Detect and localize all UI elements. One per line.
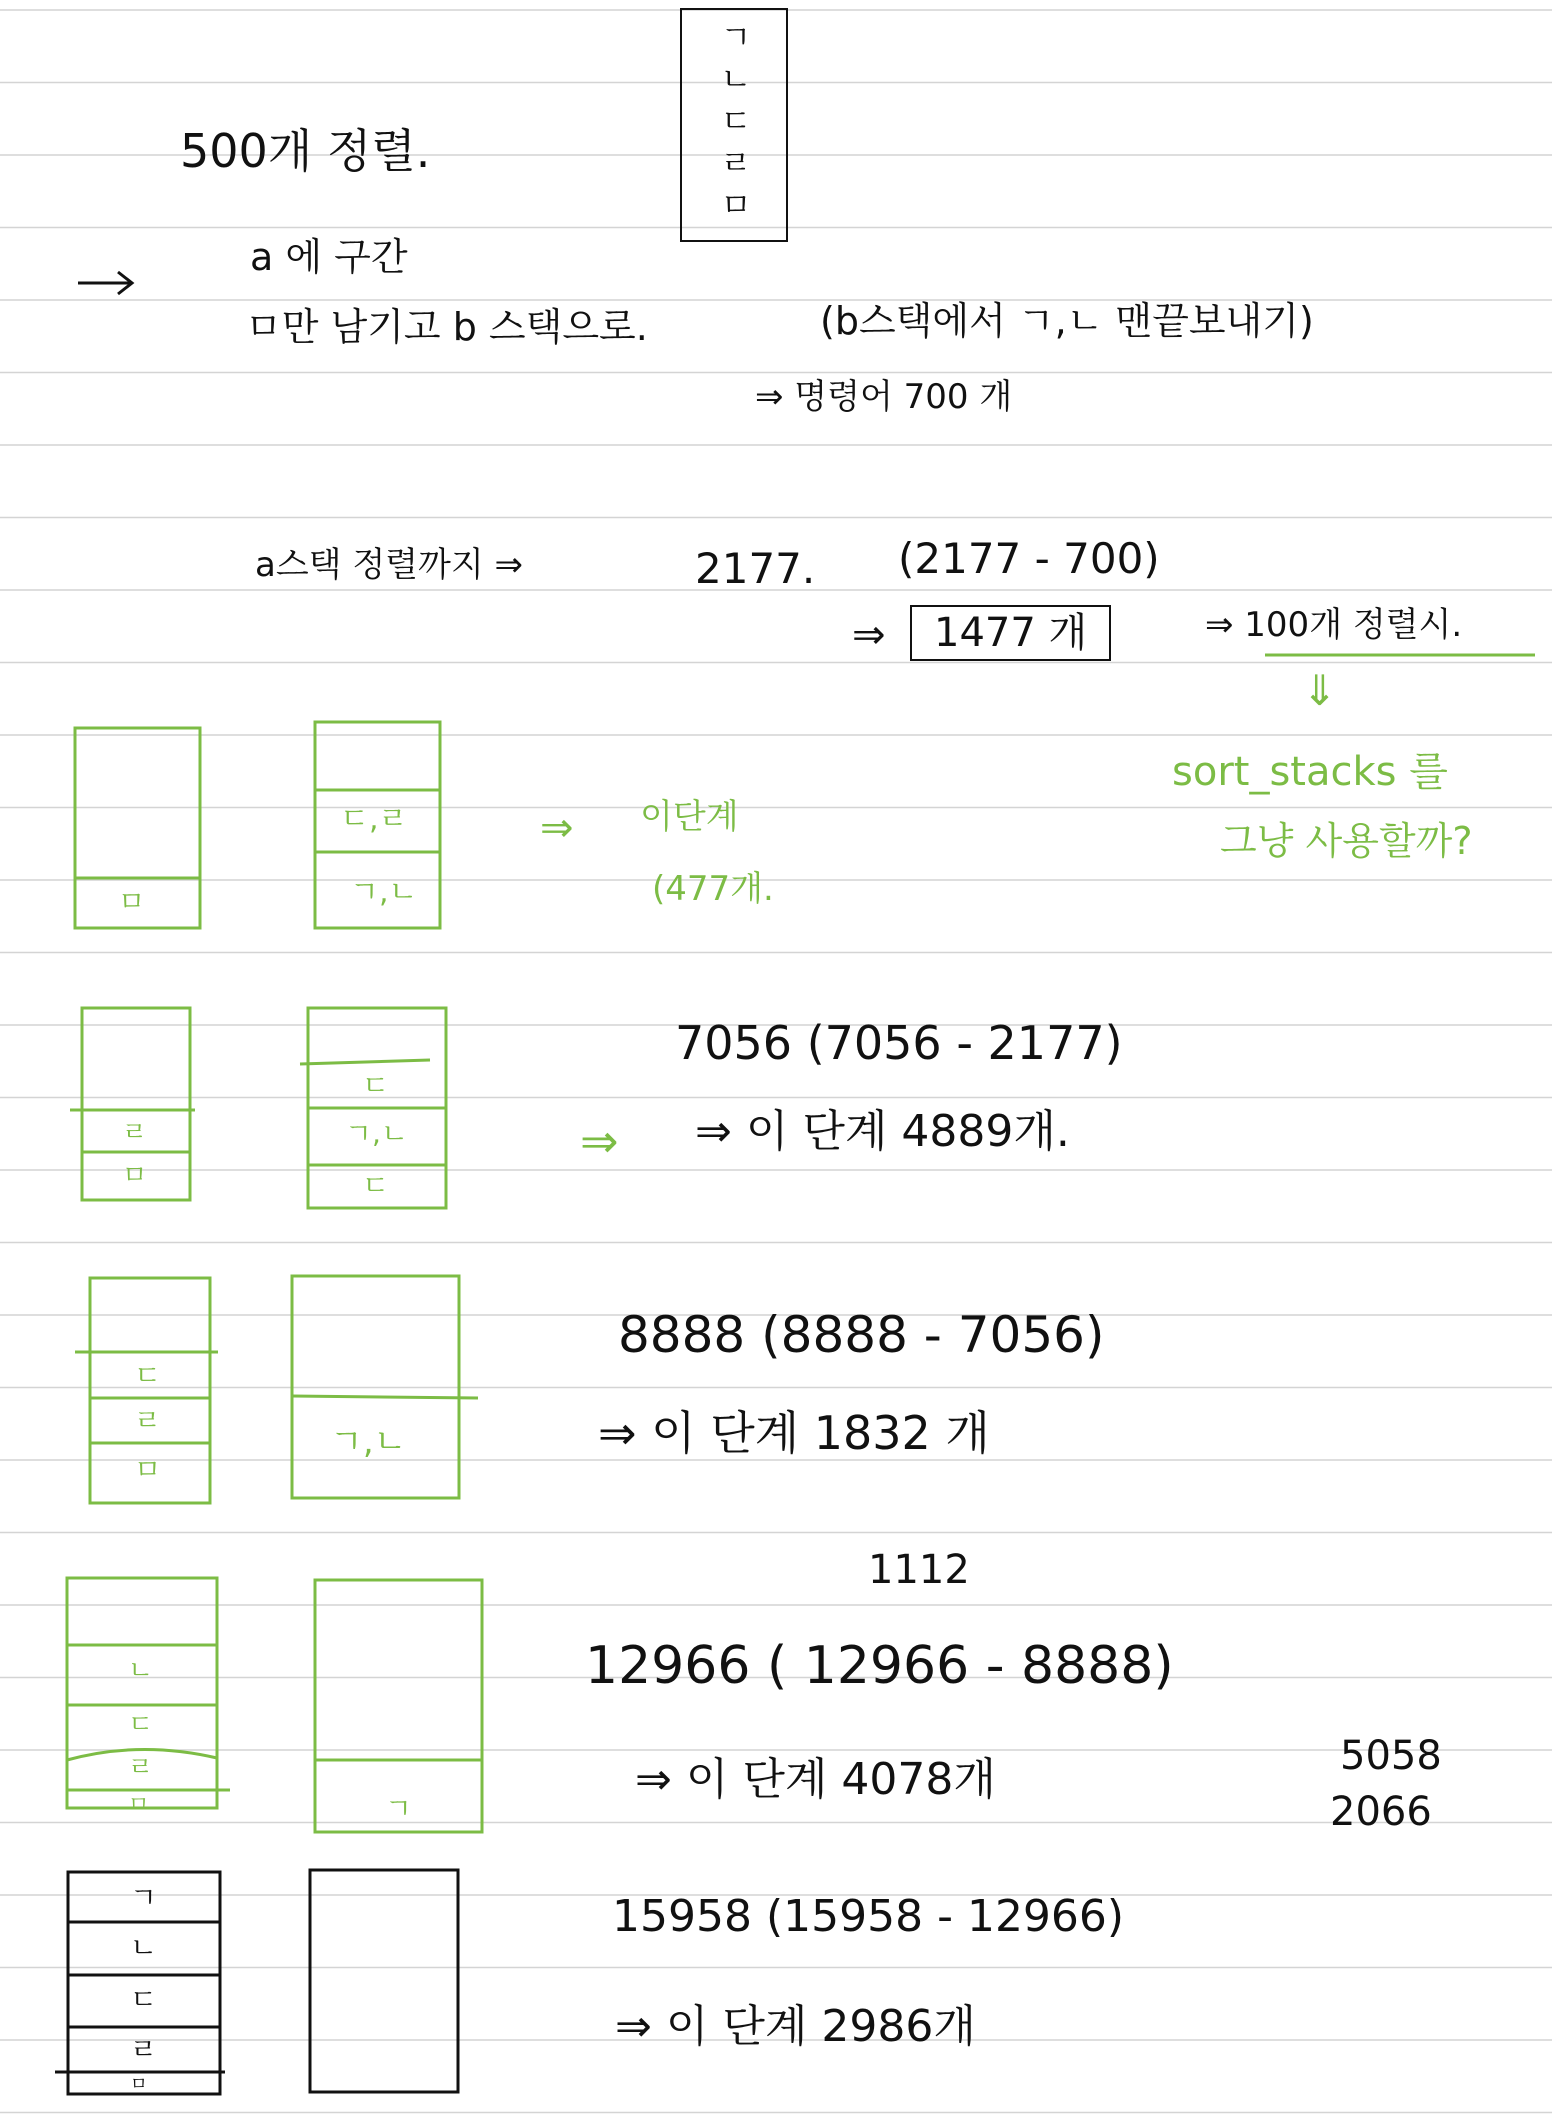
d2-b-cell-3: ㄷ (362, 1169, 390, 1202)
d1-a-cell: ㅁ (118, 885, 146, 918)
stage3-result: ⇒ 이 단계 1832 개 (598, 1406, 990, 1460)
stage4-total: 12966 ( 12966 - 8888) (585, 1636, 1174, 1696)
stack-b-box (292, 1276, 459, 1498)
step-arrow-icon (78, 272, 132, 294)
d5-a-cell-3: ㄷ (130, 1983, 158, 2016)
d2-b-cell-2: ㄱ,ㄴ (345, 1117, 408, 1150)
group-label-box (680, 8, 788, 242)
stage4-above: 1112 (868, 1547, 970, 1593)
d4-a-cell-2: ㄷ (128, 1710, 154, 1740)
side-number-2: 2066 (1330, 1789, 1432, 1835)
stage2-green-arrow: ⇒ (580, 1114, 619, 1168)
stage4-result: ⇒ 이 단계 4078개 (635, 1754, 996, 1805)
step1-paren: (b스택에서 ㄱ,ㄴ 맨끝보내기) (820, 299, 1314, 343)
stage2-total: 7056 (7056 - 2177) (675, 1016, 1123, 1070)
stage1-arrow: ⇒ (540, 805, 574, 851)
side-number-1: 5058 (1340, 1733, 1442, 1779)
alt-line2: 그냥 사용할까? (1220, 819, 1473, 863)
d1-b-cell-1: ㄷ,ㄹ (340, 802, 408, 837)
a-sort-label: a스택 정렬까지 ⇒ (255, 545, 524, 585)
d1-b-cell-2: ㄱ,ㄴ (350, 875, 418, 910)
d2-a-cell-1: ㄹ (122, 1118, 148, 1148)
d3-a-cell-2: ㄹ (134, 1404, 162, 1437)
d4-a-cell-4: ㅁ (128, 1793, 150, 1818)
group-label: ㄱㄴㄷㄹㅁ (715, 20, 753, 230)
page-title: 500개 정렬. (180, 124, 431, 178)
a-sort-arrow: ⇒ (852, 612, 886, 658)
d4-b-cell: ㄱ (385, 1792, 413, 1825)
d5-a-cell-2: ㄴ (130, 1931, 158, 1964)
step1-result: ⇒ 명령어 700 개 (755, 377, 1013, 417)
d2-a-cell-2: ㅁ (122, 1161, 148, 1191)
step1-line2: ㅁ만 남기고 b 스택으로. (245, 305, 648, 349)
stage1-label: 이단계 (640, 797, 739, 837)
diagram-5 (55, 1870, 458, 2094)
d2-b-cell-1: ㄷ (362, 1069, 390, 1102)
d5-a-cell-1: ㄱ (130, 1881, 158, 1914)
stage1-count: (477개. (652, 869, 774, 909)
a-sort-diff: (2177 - 700) (898, 534, 1160, 583)
stack-b-box (310, 1870, 458, 2092)
a-sort-total: 2177. (695, 544, 816, 593)
stage2-result: ⇒ 이 단계 4889개. (695, 1106, 1070, 1157)
alt-note: ⇒ 100개 정렬시. (1205, 605, 1463, 645)
d4-a-cell-3: ㄹ (128, 1753, 154, 1783)
a-sort-boxed-count: 1477 개 (910, 605, 1111, 661)
d5-a-cell-5: ㅁ (130, 2074, 148, 2095)
stage5-result: ⇒ 이 단계 2986개 (615, 2001, 976, 2052)
alt-arrow: ⇓ (1302, 666, 1338, 715)
d3-a-cell-3: ㅁ (134, 1453, 162, 1486)
stage5-total: 15958 (15958 - 12966) (612, 1891, 1125, 1942)
alt-line1: sort_stacks 를 (1172, 749, 1448, 795)
step1-line1: a 에 구간 (250, 235, 408, 279)
d4-a-cell-1: ㄴ (128, 1656, 154, 1686)
d3-a-cell-1: ㄷ (134, 1359, 162, 1392)
stage3-total: 8888 (8888 - 7056) (618, 1306, 1105, 1364)
d3-b-cell: ㄱ,ㄴ (330, 1422, 407, 1462)
d5-a-cell-4: ㄹ (130, 2033, 158, 2066)
